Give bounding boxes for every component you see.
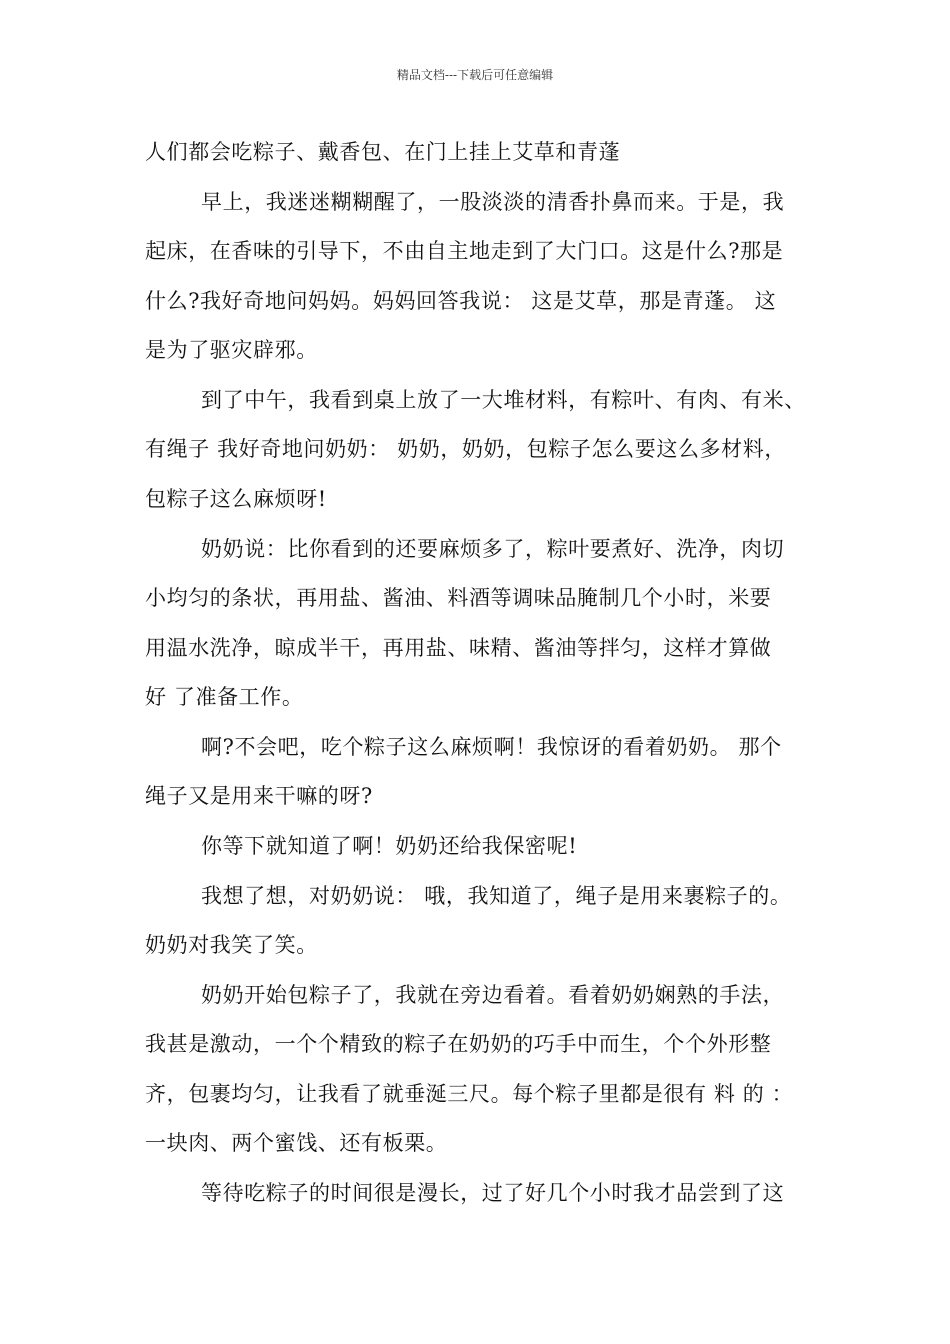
text-line: 到了中午，我看到桌上放了一大堆材料，有粽叶、有肉、有米、	[201, 388, 806, 412]
text-line: 包粽子这么麻烦呀!	[145, 487, 327, 511]
text-line: 你等下就知道了啊！奶奶还给我保密呢!	[201, 834, 578, 858]
text-line: 我甚是激动，一个个精致的粽子在奶奶的巧手中而生，个个外形整	[145, 1032, 772, 1056]
text-line: 奶奶对我笑了笑。	[145, 933, 318, 957]
text-line: 什么?我好奇地问妈妈。妈妈回答我说： 这是艾草，那是青蓬。 这	[145, 289, 777, 313]
text-line: 奶奶说：比你看到的还要麻烦多了，粽叶要煮好、洗净，肉切	[201, 537, 785, 561]
text-line: 用温水洗净，晾成半干，再用盐、味精、酱油等拌匀，这样才算做	[145, 636, 772, 660]
text-line: 奶奶开始包粽子了，我就在旁边看着。看着奶奶娴熟的手法，	[201, 983, 785, 1007]
text-line: 绳子又是用来干嘛的呀?	[145, 784, 373, 808]
text-line: 啊?不会吧，吃个粽子这么麻烦啊！我惊讶的看着奶奶。 那个	[201, 735, 782, 759]
text-line: 有绳子 我好奇地问奶奶： 奶奶，奶奶，包粽子怎么要这么多材料，	[145, 437, 786, 461]
page-header: 精品文档---下载后可任意编辑	[396, 68, 554, 82]
text-line: 一块肉、两个蜜饯、还有板栗。	[145, 1131, 448, 1155]
text-line: 好 了准备工作。	[145, 685, 304, 709]
text-line: 齐，包裹均匀，让我看了就垂涎三尺。每个粽子里都是很有 料 的 ：	[145, 1082, 794, 1106]
text-line: 等待吃粽子的时间很是漫长，过了好几个小时我才品尝到了这	[201, 1181, 785, 1205]
text-line: 是为了驱灾辟邪。	[145, 338, 318, 362]
text-line: 早上，我迷迷糊糊醒了，一股淡淡的清香扑鼻而来。于是，我	[201, 190, 785, 214]
text-line: 小均匀的条状，再用盐、酱油、料酒等调味品腌制几个小时，米要	[145, 586, 772, 610]
text-line: 我想了想，对奶奶说： 哦，我知道了，绳子是用来裹粽子的。	[201, 884, 792, 908]
text-line: 起床，在香味的引导下，不由自主地走到了大门口。这是什么?那是	[145, 239, 784, 263]
text-line: 人们都会吃粽子、戴香包、在门上挂上艾草和青蓬	[145, 140, 621, 164]
